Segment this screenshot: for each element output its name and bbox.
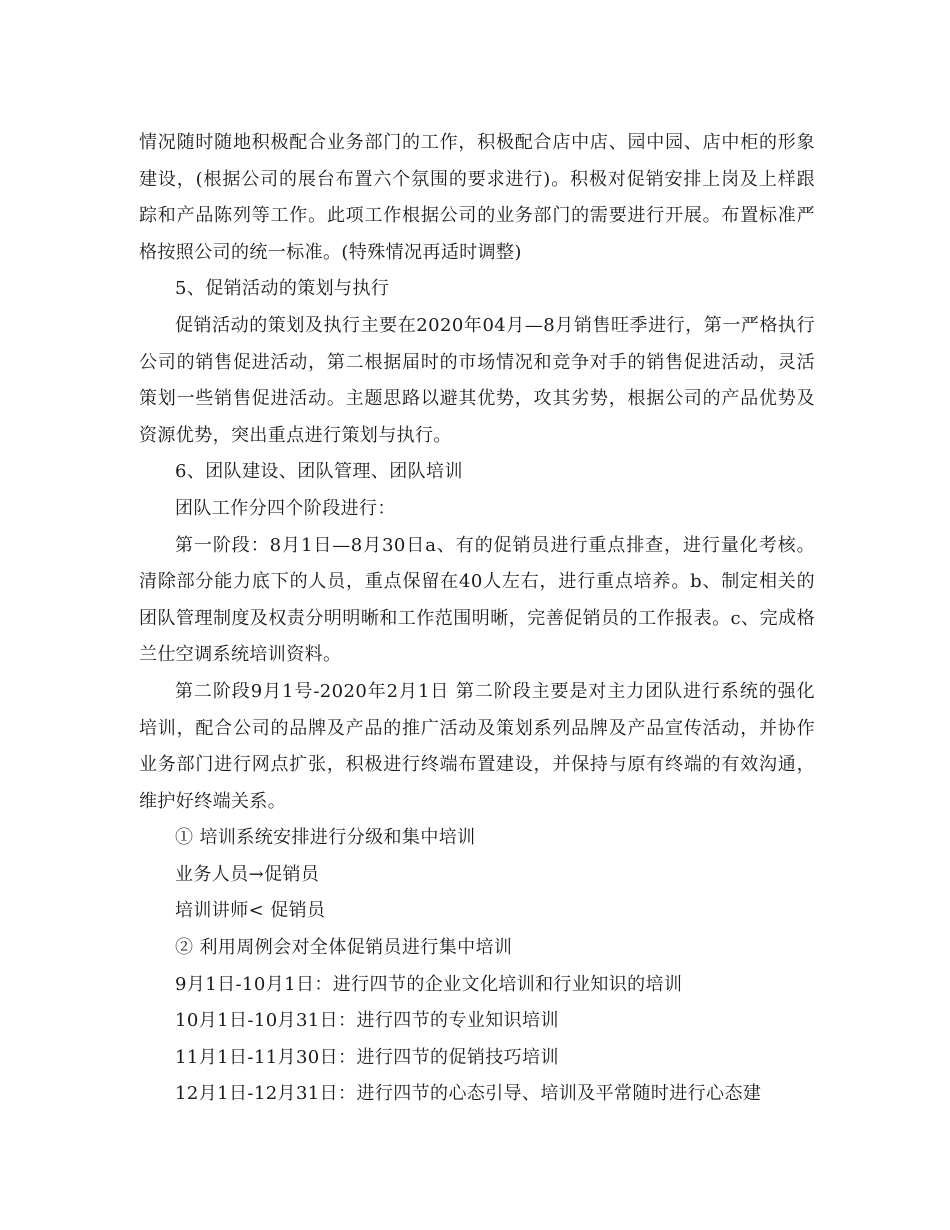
heading-team-building: 6、团队建设、团队管理、团队培训 [175,461,463,483]
list-item-training-system: ① 培训系统安排进行分级和集中培训 [175,827,476,849]
list-item-staff-to-promoter: 业务人员→促销员 [175,863,320,885]
schedule-item-oct: 10月1日-10月31日：进行四节的专业知识培训 [175,1010,559,1032]
schedule-item-nov: 11月1日-11月30日：进行四节的促销技巧培训 [175,1046,559,1068]
paragraph-image-setup: 情况随时随地积极配合业务部门的工作，积极配合店中店、园中园、店中柜的形象建设，(根据公司的展台布置六个氛围的要求进行)。积极对促销安排上岗及上样跟踪和产品陈列等工作。此项工作根据公司的业务部门的需要进行开展。布置标准严格按照公司的统一标准。(特殊情况再适时调整) [139,132,815,263]
paragraph-promotion-planning: 促销活动的策划及执行主要在2020年04月—8月销售旺季进行，第一严格执行公司的销售促进活动，第二根据届时的市场情况和竞争对手的销售促进活动，灵活策划一些销售促进活动。主题思路以避其优势，攻其劣势，根据公司的产品优势及资源优势，突出重点进行策划与执行。 [139,314,815,446]
schedule-item-dec: 12月1日-12月31日：进行四节的心态引导、培训及平常随时进行心态建 [175,1083,762,1105]
list-item-weekly-meeting: ② 利用周例会对全体促销员进行集中培训 [175,937,513,959]
paragraph-team-stages-intro: 团队工作分四个阶段进行： [175,497,396,519]
paragraph-stage-one: 第一阶段：8月1日—8月30日a、有的促销员进行重点排查，进行量化考核。清除部分能力底下的人员，重点保留在40人左右，进行重点培养。b、制定相关的团队管理制度及权责分明明晰和工作范围明晰，完善促销员的工作报表。c、完成格兰仕空调系统培训资料。 [139,534,815,666]
list-item-trainer-to-promoter: 培训讲师< 促销员 [175,900,326,922]
schedule-item-sept: 9月1日-10月1日：进行四节的企业文化培训和行业知识的培训 [175,973,683,995]
paragraph-stage-two: 第二阶段9月1号-2020年2月1日 第二阶段主要是对主力团队进行系统的强化培训，配合公司的品牌及产品的推广活动及策划系列品牌及产品宣传活动，并协作业务部门进行网点扩张，积极进行终端布置建设，并保持与原有终端的有效沟通，维护好终端关系。 [139,680,815,812]
document-body [139,125,815,1113]
heading-promotion-planning: 5、促销活动的策划与执行 [175,278,390,300]
